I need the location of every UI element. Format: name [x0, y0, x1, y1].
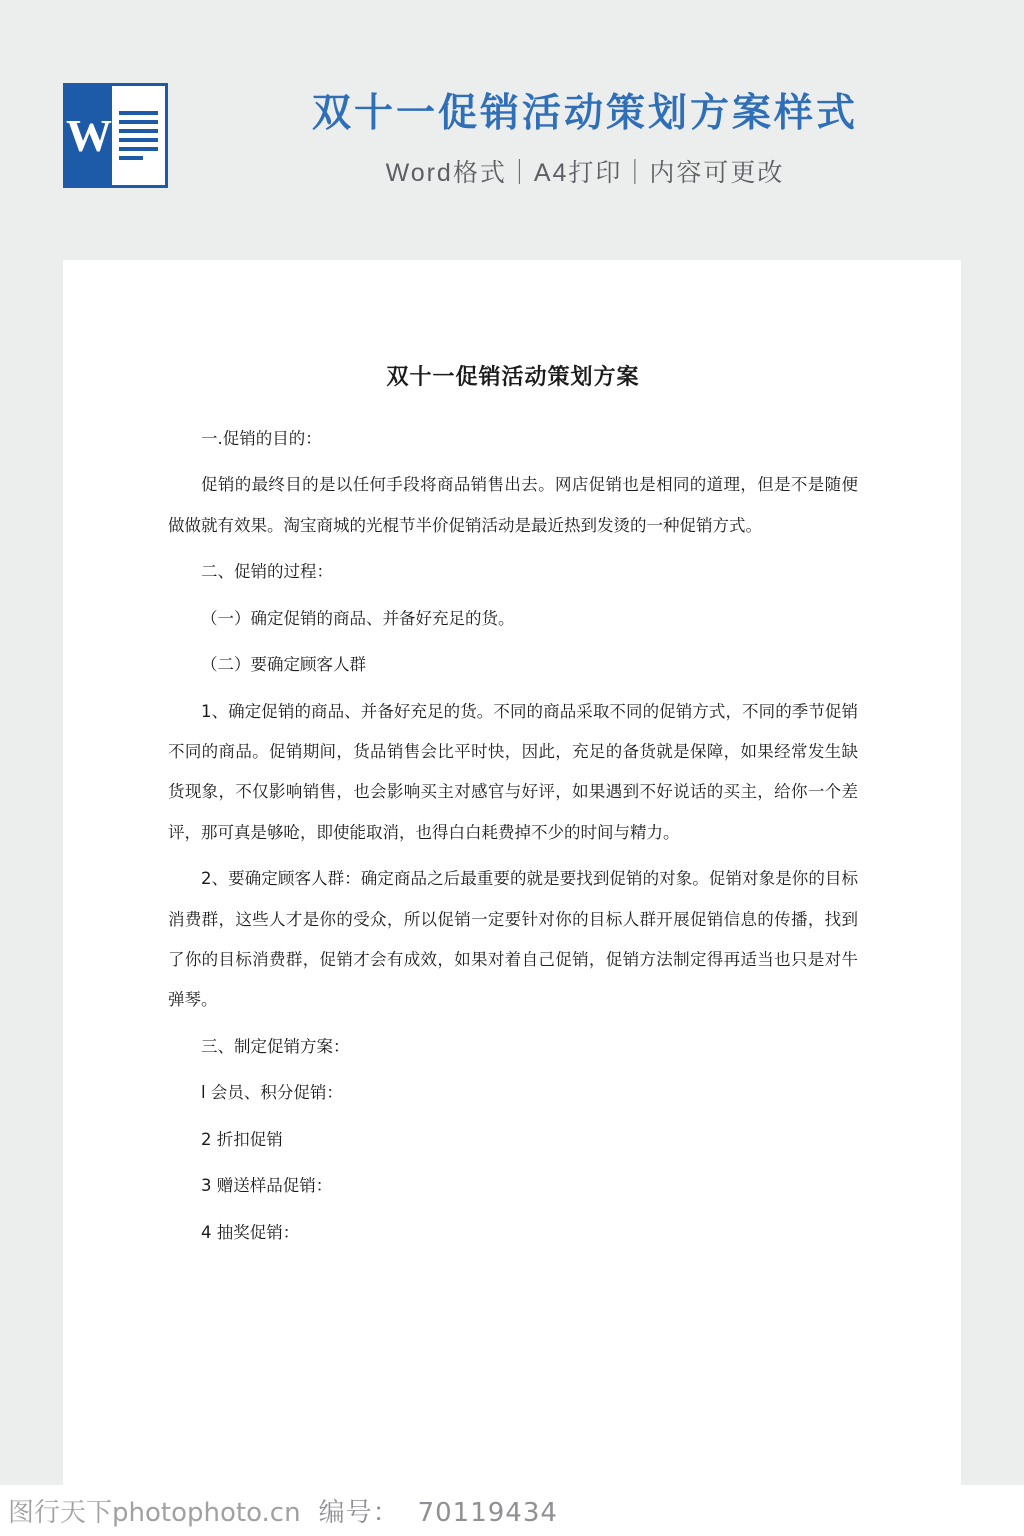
word-icon-line — [119, 156, 143, 160]
document-paragraph: 促销的最终目的是以任何手段将商品销售出去。网店促销也是相同的道理，但是不是随便做做就有效果。淘宝商城的光棍节半价促销活动是最近热到发烫的一种促销方式。 — [168, 475, 858, 535]
footer-code-label: 编号： — [318, 1498, 400, 1528]
document-paragraph: 三、制定促销方案： — [201, 1036, 350, 1056]
header-text-group — [190, 90, 980, 189]
word-icon-line — [119, 120, 158, 124]
document-paragraph: 一.促销的目的： — [201, 429, 322, 448]
word-icon-line — [119, 111, 158, 115]
word-icon-line — [119, 147, 158, 151]
document-title: 双十一促销活动策划方案 — [386, 365, 640, 390]
document-list-item: l 会员、积分促销： — [201, 1083, 343, 1103]
document-sheet — [63, 260, 961, 1485]
word-icon-letter: W — [66, 86, 112, 185]
document-paragraph: 2、要确定顾客人群：确定商品之后最重要的就是要找到促销的对象。促销对象是你的目标消费群，这些人才是你的受众，所以促销一定要针对你的目标人群开展促销信息的传播，找到了你的目标消费群，促销才会有成效，如果对着自己促销，促销方法制定得再适当也只是对牛弹琴。 — [168, 869, 858, 1010]
word-icon-line — [119, 129, 158, 133]
document-list-item: 2 折扣促销 — [201, 1129, 283, 1149]
word-icon-line — [119, 138, 158, 142]
document-paragraph: 二、促销的过程： — [201, 562, 333, 582]
document-list-item: 4 抽奖促销： — [201, 1222, 300, 1242]
header-subtitle: Word格式｜A4打印｜内容可更改 — [385, 158, 785, 187]
document-paragraph: （一）确定促销的商品、并备好充足的货。 — [201, 608, 515, 628]
footer-watermark-bar — [0, 1485, 1024, 1536]
footer-watermark — [8, 1492, 558, 1529]
document-paragraph: 1、确定促销的商品、并备好充足的货。不同的商品采取不同的促销方式，不同的季节促销不同的商品。促销期间，货品销售会比平时快，因此，充足的备货就是保障，如果经常发生缺货现象，不仅影响销售，也会影响买主对感官与好评，如果遇到不好说话的买主，给你一个差评，那可真是够呛，即使能取消，也得白白耗费掉不少的时间与精力。 — [168, 701, 858, 842]
footer-code-value: 70119434 — [417, 1498, 558, 1528]
header-title: 双十一促销活动策划方案样式 — [311, 92, 858, 135]
footer-site-name: 图行天下photophoto.cn — [8, 1498, 301, 1528]
document-body — [168, 360, 858, 1253]
document-list-item: 3 赠送样品促销： — [201, 1176, 333, 1196]
word-icon-lines — [112, 86, 165, 185]
document-paragraph: （二）要确定顾客人群 — [201, 655, 366, 675]
word-document-icon — [63, 83, 168, 188]
header-banner — [0, 0, 1024, 260]
